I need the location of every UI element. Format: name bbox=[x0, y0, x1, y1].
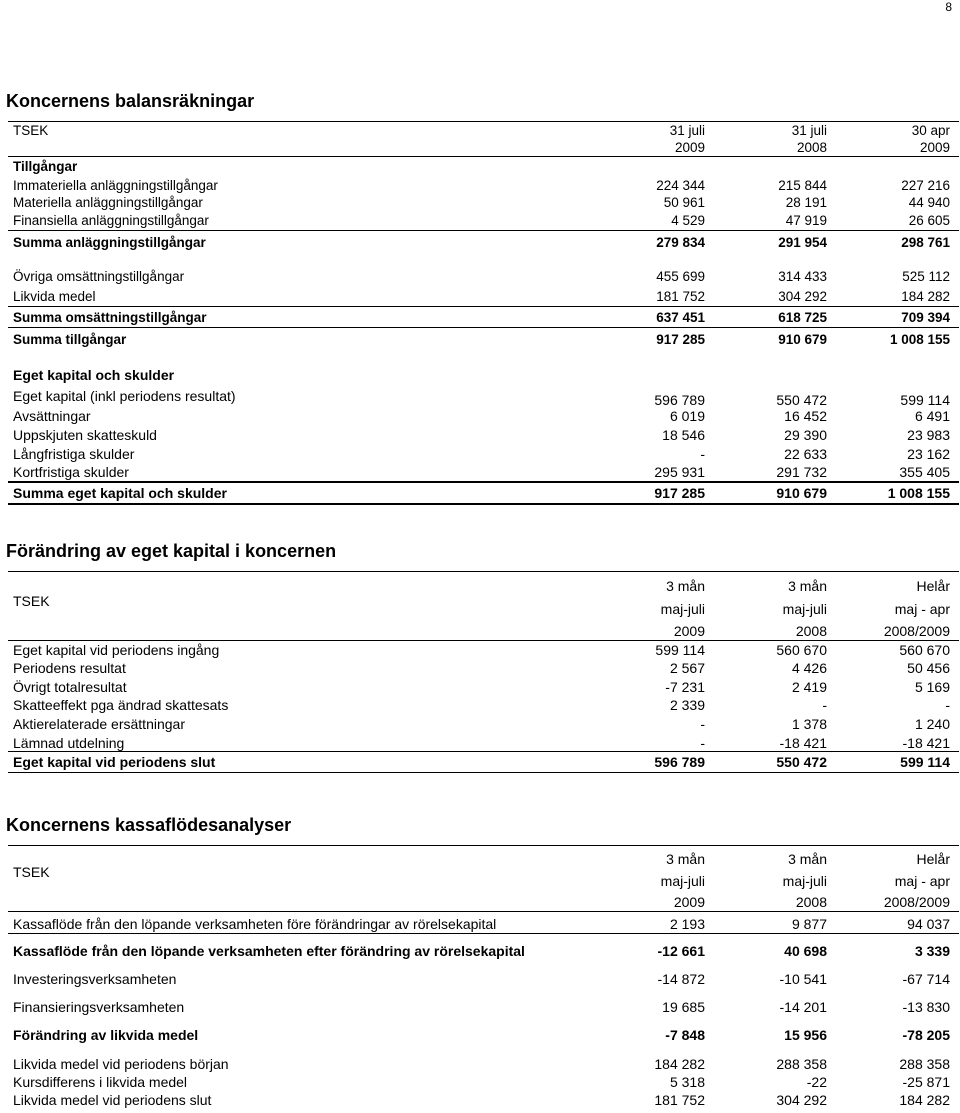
cell-col1: 917 285 bbox=[656, 332, 705, 347]
table-row bbox=[0, 998, 960, 1016]
row-label: Periodens resultat bbox=[13, 660, 126, 676]
table-row-total bbox=[0, 331, 960, 349]
cashflow-title: Koncernens kassaflödesanalyser bbox=[6, 815, 292, 835]
balance-col2-line1: 31 juli bbox=[791, 123, 827, 138]
table-row bbox=[0, 426, 960, 444]
balance-col2-line2: 2008 bbox=[796, 140, 827, 155]
page-number: 8 bbox=[945, 0, 952, 14]
cell-col1: 637 451 bbox=[656, 310, 705, 325]
cell-col2: 560 670 bbox=[776, 642, 827, 658]
cell-col1: 279 834 bbox=[656, 235, 705, 250]
cell-col2: 28 191 bbox=[785, 195, 827, 210]
cf-col3-line1: Helår bbox=[916, 851, 950, 867]
cell-col1: 181 752 bbox=[656, 289, 705, 304]
cell-col1: 181 752 bbox=[654, 1092, 705, 1108]
row-label: Eget kapital (inkl periodens resultat) bbox=[13, 388, 236, 404]
cell-col2: 215 844 bbox=[778, 178, 827, 193]
cell-col3: 599 114 bbox=[900, 754, 950, 770]
row-label: Kassaflöde från den löpande verksamheten före förändringar av rörelsekapital bbox=[13, 916, 497, 932]
equity-heading bbox=[0, 366, 960, 384]
cell-col2: 9 877 bbox=[791, 916, 827, 932]
cell-col3: 23 162 bbox=[907, 446, 950, 462]
cell-col1: 224 344 bbox=[656, 178, 705, 193]
row-label: Skatteeffekt pga ändrad skattesats bbox=[13, 697, 229, 713]
row-rule bbox=[8, 327, 959, 328]
equity-change-unit: TSEK bbox=[13, 593, 50, 609]
cf-col3-line2: maj - apr bbox=[894, 873, 950, 889]
cell-col3: 5 169 bbox=[914, 679, 950, 695]
row-rule bbox=[8, 933, 959, 934]
table-row bbox=[0, 1055, 960, 1073]
balance-header-row-2 bbox=[0, 139, 960, 157]
row-label: Materiella anläggningstillgångar bbox=[13, 195, 203, 210]
row-label: Övriga omsättningstillgångar bbox=[13, 269, 185, 284]
table-row bbox=[0, 696, 960, 714]
cell-col3: 298 761 bbox=[901, 235, 950, 250]
cell-col1: 455 699 bbox=[656, 269, 705, 284]
cf-col1-line3: 2009 bbox=[673, 894, 705, 910]
cell-col2: -14 201 bbox=[779, 999, 827, 1015]
cf-col3-line3: 2008/2009 bbox=[883, 894, 950, 910]
cell-col3: 184 282 bbox=[901, 289, 950, 304]
cell-col2: 288 358 bbox=[776, 1056, 827, 1072]
balance-col3-line2: 2009 bbox=[919, 140, 950, 155]
cell-col1: 2 339 bbox=[669, 697, 705, 713]
balance-title: Koncernens balansräkningar bbox=[6, 91, 255, 111]
table-row bbox=[0, 970, 960, 988]
row-rule-thick bbox=[8, 481, 959, 483]
cell-col2: 15 956 bbox=[784, 1027, 827, 1043]
equity-change-header-row-3 bbox=[0, 622, 960, 640]
cashflow-header-rule bbox=[8, 911, 959, 912]
row-label: Lämnad utdelning bbox=[13, 735, 125, 751]
cell-col1: -7 231 bbox=[665, 679, 705, 695]
row-rule bbox=[8, 230, 959, 231]
table-row bbox=[0, 715, 960, 733]
cashflow-unit: TSEK bbox=[13, 864, 50, 880]
cell-col2: 550 472 bbox=[776, 754, 827, 770]
row-label: Finansiella anläggningstillgångar bbox=[13, 213, 209, 228]
table-row bbox=[0, 641, 960, 659]
table-row bbox=[0, 445, 960, 463]
cell-col1: - bbox=[700, 716, 705, 732]
row-label: Eget kapital vid periodens ingång bbox=[13, 642, 220, 658]
cell-col3: -13 830 bbox=[902, 999, 950, 1015]
table-row bbox=[0, 1073, 960, 1091]
table-row bbox=[0, 387, 960, 408]
cell-col1: 596 789 bbox=[654, 392, 705, 408]
cell-col3: 1 008 155 bbox=[889, 332, 950, 347]
cell-col3: 709 394 bbox=[901, 310, 950, 325]
cell-col3: 26 605 bbox=[908, 213, 950, 228]
cell-col2: 4 426 bbox=[791, 660, 827, 676]
balance-header-row bbox=[0, 122, 960, 140]
cell-col3: 288 358 bbox=[899, 1056, 950, 1072]
cashflow-top-rule bbox=[8, 845, 959, 846]
cell-col1: 4 529 bbox=[671, 213, 705, 228]
cf-col1-line2: maj-juli bbox=[660, 873, 705, 889]
row-label: Förändring av likvida medel bbox=[13, 1027, 199, 1043]
row-rule bbox=[8, 772, 959, 773]
cell-col3: 560 670 bbox=[899, 642, 950, 658]
row-label: Långfristiga skulder bbox=[13, 446, 135, 462]
cell-col3: 525 112 bbox=[902, 269, 950, 284]
cell-col1: 917 285 bbox=[654, 485, 705, 501]
cf-col1-line1: 3 mån bbox=[666, 851, 705, 867]
cashflow-header-row-2 bbox=[0, 872, 960, 890]
row-label: Likvida medel vid periodens slut bbox=[13, 1092, 212, 1108]
cell-col2: 291 732 bbox=[776, 464, 827, 480]
cell-col2: 40 698 bbox=[784, 943, 827, 959]
row-label: Avsättningar bbox=[13, 408, 91, 424]
table-row bbox=[0, 288, 960, 306]
table-row bbox=[0, 407, 960, 425]
cell-col2: 618 725 bbox=[778, 310, 827, 325]
row-label: Kursdifferens i likvida medel bbox=[13, 1074, 188, 1090]
table-row-total bbox=[0, 234, 960, 252]
ec-col3-line3: 2008/2009 bbox=[883, 623, 950, 639]
cell-col3: 355 405 bbox=[899, 464, 950, 480]
row-label: Finansieringsverksamheten bbox=[13, 999, 185, 1015]
table-row-total bbox=[0, 1026, 960, 1044]
equity-change-top-rule bbox=[8, 571, 959, 572]
cell-col2: -22 bbox=[806, 1074, 827, 1090]
table-row bbox=[0, 915, 960, 933]
table-row-total bbox=[0, 753, 960, 771]
table-row bbox=[0, 678, 960, 696]
cell-col2: 550 472 bbox=[776, 392, 827, 408]
cell-col3: -18 421 bbox=[902, 735, 950, 751]
cell-col2: -10 541 bbox=[779, 971, 827, 987]
ec-col1-line3: 2009 bbox=[673, 623, 705, 639]
cell-col1: 6 019 bbox=[669, 408, 705, 424]
cell-col1: -14 872 bbox=[657, 971, 705, 987]
row-label: Eget kapital vid periodens slut bbox=[13, 754, 216, 770]
table-row bbox=[0, 1091, 960, 1109]
table-row bbox=[0, 734, 960, 752]
cell-col3: 1 008 155 bbox=[887, 485, 950, 501]
row-label: Likvida medel vid periodens början bbox=[13, 1056, 229, 1072]
cell-col2: 29 390 bbox=[784, 427, 827, 443]
row-label: Kassaflöde från den löpande verksamheten efter förändring av rörelsekapital bbox=[13, 943, 525, 959]
cell-col3: -25 871 bbox=[902, 1074, 950, 1090]
row-label: Övrigt totalresultat bbox=[13, 679, 127, 695]
cell-col1: 295 931 bbox=[654, 464, 705, 480]
balance-col1-line1: 31 juli bbox=[669, 123, 705, 138]
cell-col2: 1 378 bbox=[791, 716, 827, 732]
cell-col1: 596 789 bbox=[654, 754, 705, 770]
cell-col2: 910 679 bbox=[778, 332, 827, 347]
assets-heading bbox=[0, 158, 960, 176]
cell-col1: 50 961 bbox=[663, 195, 705, 210]
balance-col1-line2: 2009 bbox=[674, 140, 705, 155]
cell-col2: 314 433 bbox=[778, 269, 827, 284]
table-row-total bbox=[0, 309, 960, 327]
ec-col2-line1: 3 mån bbox=[788, 578, 827, 594]
table-row bbox=[0, 194, 960, 212]
cf-col2-line1: 3 mån bbox=[788, 851, 827, 867]
row-label: Summa anläggningstillgångar bbox=[13, 235, 206, 250]
row-rule bbox=[8, 306, 959, 307]
cell-col3: 1 240 bbox=[914, 716, 950, 732]
cell-col2: -18 421 bbox=[779, 735, 827, 751]
cell-col2: 16 452 bbox=[784, 408, 827, 424]
cf-col2-line2: maj-juli bbox=[782, 873, 827, 889]
equity-heading-label: Eget kapital och skulder bbox=[13, 367, 175, 383]
cell-col1: -7 848 bbox=[665, 1027, 705, 1043]
balance-unit: TSEK bbox=[13, 123, 49, 138]
cashflow-header-row-3 bbox=[0, 893, 960, 911]
balance-header-rule bbox=[8, 156, 959, 157]
equity-change-header-row-2 bbox=[0, 600, 960, 618]
cell-col3: 227 216 bbox=[901, 178, 950, 193]
row-label: Summa tillgångar bbox=[13, 332, 127, 347]
row-rule-thick bbox=[8, 503, 959, 505]
cell-col1: 184 282 bbox=[654, 1056, 705, 1072]
cell-col2: 22 633 bbox=[784, 446, 827, 462]
cell-col1: 599 114 bbox=[655, 642, 705, 658]
cell-col3: 6 491 bbox=[914, 408, 950, 424]
cell-col3: 23 983 bbox=[907, 427, 950, 443]
cell-col1: 5 318 bbox=[669, 1074, 705, 1090]
cell-col1: - bbox=[700, 735, 705, 751]
table-row bbox=[0, 463, 960, 481]
table-row-total bbox=[0, 942, 960, 960]
ec-col1-line1: 3 mån bbox=[666, 578, 705, 594]
cell-col3: -67 714 bbox=[902, 971, 950, 987]
cell-col1: 2 193 bbox=[669, 916, 705, 932]
ec-col2-line3: 2008 bbox=[795, 623, 827, 639]
row-label: Kortfristiga skulder bbox=[13, 464, 129, 480]
ec-col1-line2: maj-juli bbox=[660, 601, 705, 617]
cell-col3: 44 940 bbox=[908, 195, 950, 210]
row-label: Likvida medel bbox=[13, 289, 96, 304]
row-rule bbox=[8, 751, 959, 752]
cell-col2: - bbox=[822, 697, 827, 713]
table-row bbox=[0, 177, 960, 195]
cell-col3: - bbox=[945, 697, 950, 713]
ec-col2-line2: maj-juli bbox=[782, 601, 827, 617]
cell-col3: 94 037 bbox=[907, 916, 950, 932]
cell-col2: 47 919 bbox=[785, 213, 827, 228]
cell-col1: 18 546 bbox=[662, 427, 705, 443]
assets-heading-label: Tillgångar bbox=[13, 159, 78, 174]
ec-col3-line2: maj - apr bbox=[894, 601, 950, 617]
cell-col3: -78 205 bbox=[902, 1027, 950, 1043]
balance-col3-line1: 30 apr bbox=[911, 123, 950, 138]
cell-col2: 2 419 bbox=[791, 679, 827, 695]
row-label: Uppskjuten skatteskuld bbox=[13, 427, 157, 443]
cell-col1: -12 661 bbox=[657, 943, 705, 959]
row-label: Summa omsättningstillgångar bbox=[13, 310, 207, 325]
table-row bbox=[0, 268, 960, 286]
cell-col2: 304 292 bbox=[776, 1092, 827, 1108]
cell-col3: 184 282 bbox=[899, 1092, 950, 1108]
table-row-total bbox=[0, 484, 960, 502]
table-row bbox=[0, 659, 960, 677]
row-label: Investeringsverksamheten bbox=[13, 971, 177, 987]
cell-col1: 2 567 bbox=[669, 660, 705, 676]
cell-col1: - bbox=[700, 446, 705, 462]
cell-col1: 19 685 bbox=[662, 999, 705, 1015]
cell-col3: 599 114 bbox=[900, 392, 950, 408]
cell-col3: 3 339 bbox=[914, 943, 950, 959]
cell-col3: 50 456 bbox=[907, 660, 950, 676]
table-row bbox=[0, 212, 960, 230]
cell-col2: 910 679 bbox=[776, 485, 827, 501]
ec-col3-line1: Helår bbox=[916, 578, 950, 594]
row-label: Summa eget kapital och skulder bbox=[13, 485, 227, 501]
row-label: Immateriella anläggningstillgångar bbox=[13, 178, 218, 193]
cf-col2-line3: 2008 bbox=[795, 894, 827, 910]
cell-col2: 291 954 bbox=[778, 235, 827, 250]
cell-col2: 304 292 bbox=[778, 289, 827, 304]
row-label: Aktierelaterade ersättningar bbox=[13, 716, 185, 732]
equity-change-title: Förändring av eget kapital i koncernen bbox=[6, 541, 337, 561]
